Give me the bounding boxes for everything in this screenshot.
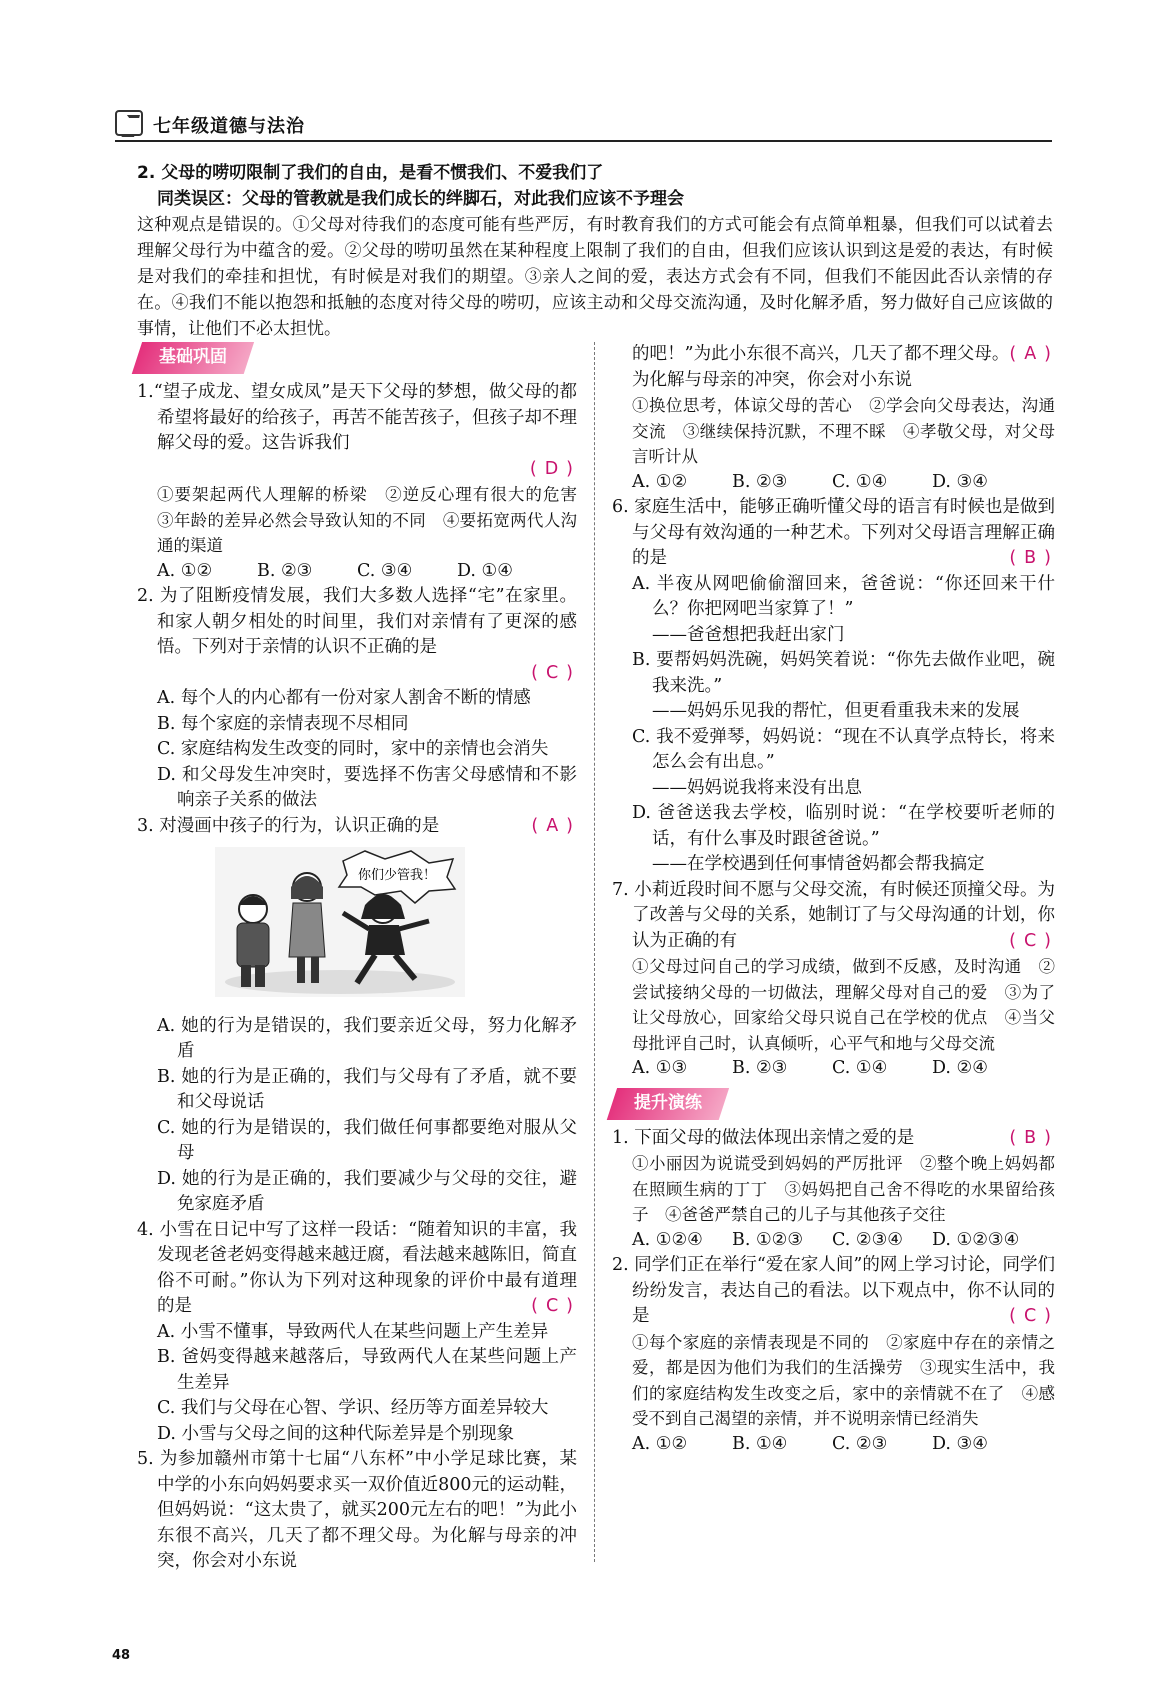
section-label: 提升演练 [634, 1092, 702, 1113]
misconception-box [137, 160, 1053, 342]
option-a[interactable]: A. 半夜从网吧偷偷溜回来，爸爸说：“你还回来干什么？你把网吧当家算了！” [632, 573, 1055, 619]
answer-mark: ( D ) [529, 458, 573, 479]
statement-items: ①每个家庭的亲情表现是不同的 ②家庭中存在的亲情之爱，都是因为他们为我们的生活操劳 ③现实生活中，我们的家庭结构发生改变之后，家中的亲情就不在了 ④感受不到自己渴望的亲情，并不说明亲情已经消失 [632, 1332, 1055, 1428]
question-2 [137, 584, 577, 814]
section-banner-basic [137, 342, 249, 374]
choice-d[interactable]: D. ③④ [932, 471, 988, 492]
option-a[interactable]: A. 每个人的内心都有一份对家人割舍不断的情感 [157, 688, 531, 708]
option-a[interactable]: A. 小雪不懂事，导致两代人在某些问题上产生差异 [157, 1321, 549, 1342]
choice-d[interactable]: D. ③④ [932, 1433, 988, 1454]
choice-b[interactable]: B. ①④ [732, 1433, 788, 1454]
left-column [137, 342, 594, 1571]
choice-a[interactable]: A. ①② [632, 1433, 688, 1454]
answer-mark: ( C ) [531, 1296, 573, 1316]
question-3 [137, 814, 577, 1218]
option-c[interactable]: C. 家庭结构发生改变的同时，家中的亲情也会消失 [157, 739, 549, 759]
choice-d[interactable]: D. ①④ [457, 560, 513, 581]
choice-c[interactable]: C. ②③④ [832, 1229, 903, 1250]
choice-row [137, 559, 577, 585]
option-d[interactable]: D. 她的行为是正确的，我们要减少与父母的交往，避免家庭矛盾 [157, 1168, 577, 1214]
question-stem-continued: 的吧！”为此小东很不高兴，几天了都不理父母。为化解与母亲的冲突，你会对小东说 [632, 344, 1010, 390]
option-b[interactable]: B. 要帮妈妈洗碗，妈妈笑着说：“你先去做作业吧，碗我来洗。” [632, 650, 1055, 696]
practice-1 [612, 1126, 1055, 1254]
column-divider [594, 342, 595, 1562]
option-d-note: ——在学校遇到任何事情爸妈都会帮我搞定 [652, 854, 985, 874]
choice-a[interactable]: A. ①③ [632, 1058, 688, 1078]
choice-row [612, 1056, 1055, 1082]
answer-mark: ( C ) [531, 662, 573, 683]
statement-items: ①父母过问自己的学习成绩，做到不反感，及时沟通 ②尝试接纳父母的一切做法，理解父母对自己的爱 ③为了让父母放心，回家给父母只说自己在学校的优点 ④当父母批评自己时，认真倾听，心平气和地与父母交流 [632, 957, 1055, 1053]
choice-d[interactable]: D. ①②③④ [932, 1229, 1020, 1250]
answer-mark: ( A ) [1009, 344, 1051, 364]
option-a[interactable]: A. 她的行为是错误的，我们要亲近父母，努力化解矛盾 [157, 1015, 577, 1061]
question-4 [137, 1218, 577, 1448]
option-a-note: ——爸爸想把我赶出家门 [652, 624, 845, 645]
question-stem: 4. 小雪在日记中写了这样一段话：“随着知识的丰富，我发现老爸老妈变得越来越迂腐，看法越来越陈旧，简直俗不可耐。”你认为下列对这种现象的评价中最有道理的是 [137, 1219, 577, 1316]
tip-heading-2: 同类误区：父母的管教就是我们成长的绊脚石，对此我们应该不予理会 [157, 189, 684, 209]
option-c[interactable]: C. 我们与父母在心智、学识、经历等方面差异较大 [157, 1398, 549, 1418]
choice-b[interactable]: B. ②③ [732, 471, 788, 492]
question-stem: 7. 小莉近段时间不愿与父母交流，有时候还顶撞父母。为了改善与父母的关系，她制订了与父母沟通的计划，你认为正确的有 [612, 879, 1055, 951]
choice-c[interactable]: C. ①④ [832, 1058, 888, 1078]
option-d[interactable]: D. 爸爸送我去学校，临别时说：“在学校要听老师的话，有什么事及时跟爸爸说。” [632, 803, 1055, 849]
answer-mark: ( B ) [1009, 1127, 1051, 1148]
right-column [612, 342, 1055, 1457]
question-stem: 2. 为了阻断疫情发展，我们大多数人选择“宅”在家里。和家人朝夕相处的时间里，我们对亲情有了更深的感悟。下列对于亲情的认识不正确的是 [137, 586, 577, 657]
tip-heading-1: 2. 父母的唠叨限制了我们的自由，是看不惯我们、不爱我们了 [137, 163, 604, 183]
choice-a[interactable]: A. ①② [157, 560, 213, 581]
question-stem: 1. 下面父母的做法体现出亲情之爱的是 [612, 1127, 915, 1148]
choice-row [612, 1228, 1055, 1254]
question-stem: 2. 同学们正在举行“爱在家人间”的网上学习讨论，同学们纷纷发言，表达自己的看法。以下观点中，你不认同的是 [612, 1255, 1055, 1326]
answer-mark: ( B ) [1009, 548, 1051, 568]
question-stem: 6. 家庭生活中，能够正确听懂父母的语言有时候也是做到与父母有效沟通的一种艺术。下列对父母语言理解正确的是 [612, 497, 1055, 568]
answer-mark: ( C ) [1009, 1306, 1051, 1326]
question-5 [137, 1447, 577, 1571]
question-stem: 3. 对漫画中孩子的行为，认识正确的是 [137, 815, 440, 836]
choice-c[interactable]: C. ①④ [832, 471, 888, 492]
question-1 [137, 380, 594, 584]
option-c[interactable]: C. 她的行为是错误的，我们做任何事都要绝对服从父母 [157, 1117, 577, 1163]
choice-b[interactable]: B. ②③ [732, 1058, 788, 1078]
book-logo-icon [115, 110, 143, 136]
answer-mark: ( A ) [531, 815, 573, 836]
option-c[interactable]: C. 我不爱弹琴，妈妈说：“现在不认真学点特长，将来怎么会有出息。” [632, 726, 1055, 772]
cartoon-illustration [215, 847, 465, 997]
speech-bubble-text: 你们少管我！ [357, 868, 437, 883]
choice-d[interactable]: D. ②④ [932, 1058, 988, 1078]
option-c-note: ——妈妈说我将来没有出息 [652, 777, 862, 798]
choice-row [612, 1432, 1055, 1458]
choice-b[interactable]: B. ①②③ [732, 1229, 804, 1250]
statement-items: ①小丽因为说谎受到妈妈的严厉批评 ②整个晚上妈妈都在照顾生病的丁丁 ③妈妈把自己舍不得吃的水果留给孩子 ④爸爸严禁自己的儿子与其他孩子交往 [632, 1154, 1055, 1224]
practice-2 [612, 1253, 1055, 1457]
section-label: 基础巩固 [159, 347, 227, 367]
option-d[interactable]: D. 和父母发生冲突时，要选择不伤害父母感情和不影响亲子关系的做法 [157, 764, 577, 810]
statement-items: ①换位思考，体谅父母的苦心 ②学会向父母表达，沟通交流 ③继续保持沉默，不理不睬 ④孝敬父母，对父母言听计从 [632, 396, 1055, 466]
question-stem-part1: 5. 为参加赣州市第十七届“八东杯”中小学足球比赛，某中学的小东向妈妈要求买一双价值近800元的运动鞋，但妈妈说：“这太贵了，就买200元左右的吧！”为此小东很不高兴，几天了都不理父母。为化解与母亲的冲突，你会对小东说 [137, 1449, 577, 1571]
choice-c[interactable]: C. ②③ [832, 1433, 888, 1454]
choice-c[interactable]: C. ③④ [357, 560, 413, 581]
page-header [115, 108, 1052, 142]
header-title: 七年级道德与法治 [153, 116, 305, 137]
choice-row [612, 470, 1055, 496]
option-d[interactable]: D. 小雪与父母之间的这种代际差异是个别现象 [157, 1423, 515, 1444]
answer-mark: ( C ) [1009, 930, 1051, 951]
option-b[interactable]: B. 她的行为是正确的，我们与父母有了矛盾，就不要和父母说话 [157, 1066, 577, 1112]
tip-body: 这种观点是错误的。①父母对待我们的态度可能有些严厉，有时教育我们的方式可能会有点简单粗暴，但我们可以试着去理解父母行为中蕴含的爱。②父母的唠叨虽然在某种程度上限制了我们的自由，但我们应该认识到这是爱的表达，有时候是对我们的牵挂和担忧，有时候是对我们的期望。③亲人之间的爱，表达方式会有不同，但我们不能因此否认亲情的存在。④我们不能以抱怨和抵触的态度对待父母的唠叨，应该主动和父母交流沟通，及时化解矛盾，努力做好自己应该做的事情，让他们不必太担忧。 [137, 215, 1053, 339]
statement-items: ①要架起两代人理解的桥梁 ②逆反心理有很大的危害 ③年龄的差异必然会导致认知的不同 ④要拓宽两代人沟通的渠道 [157, 485, 594, 555]
question-stem: 1.“望子成龙、望女成凤”是天下父母的梦想，做父母的都希望将最好的给孩子，再苦不能苦孩子，但孩子却不理解父母的爱。这告诉我们 [137, 382, 577, 453]
page-number: 48 [112, 1648, 131, 1663]
choice-a[interactable]: A. ①② [632, 471, 688, 492]
question-7 [612, 878, 1055, 1082]
option-b[interactable]: B. 爸妈变得越来越落后，导致两代人在某些问题上产生差异 [157, 1347, 577, 1393]
option-b-note: ——妈妈乐见我的帮忙，但更看重我未来的发展 [652, 701, 1020, 721]
choice-a[interactable]: A. ①②④ [632, 1229, 703, 1250]
question-6 [612, 495, 1055, 878]
section-banner-advanced [612, 1088, 724, 1120]
option-b[interactable]: B. 每个家庭的亲情表现不尽相同 [157, 713, 409, 734]
choice-b[interactable]: B. ②③ [257, 560, 313, 581]
question-5-continued [612, 342, 1055, 495]
